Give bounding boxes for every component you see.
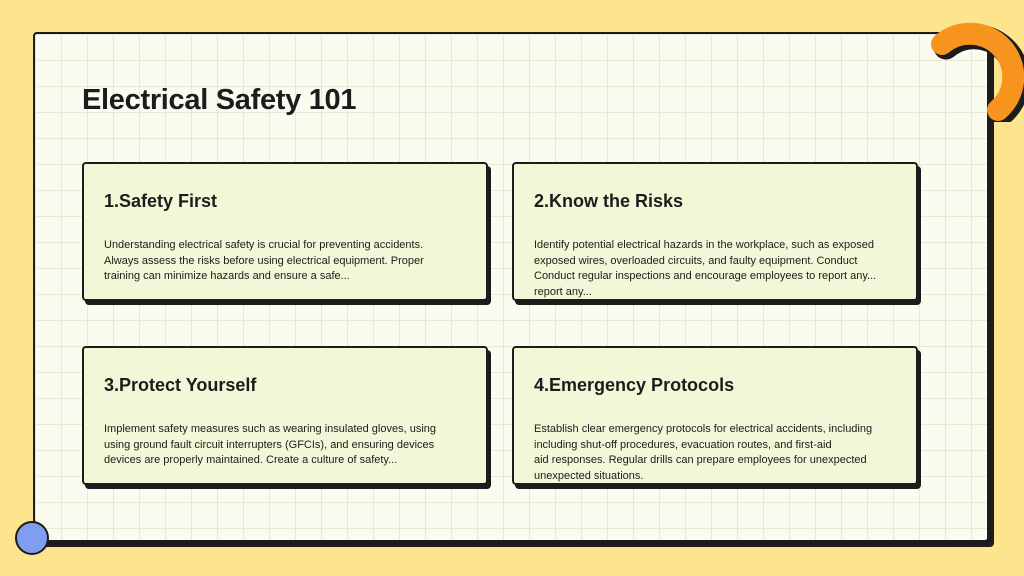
- page-title: Electrical Safety 101: [82, 84, 357, 116]
- card-emergency-protocols: [512, 346, 918, 485]
- card-title: 2.Know the Risks: [534, 191, 684, 211]
- card-title: 1.Safety First: [104, 191, 218, 211]
- card-body: Identify potential electrical hazards in the workplace, such as exposed exposed wires, overloaded circuits, and faulty equipment. Conduct Conduct regular inspections and encourage employees to report any... report any...: [534, 239, 877, 298]
- blue-circle-icon: [15, 521, 49, 555]
- card-safety-first: [82, 162, 488, 301]
- card-body: Establish clear emergency protocols for electrical accidents, including including shut-off procedures, evacuation routes, and first-aid aid responses. Regular drills can prepare employees for unexpected unexpected situations.: [534, 423, 873, 482]
- card-know-the-risks: [512, 162, 918, 301]
- card-title: 4.Emergency Protocols: [534, 375, 735, 395]
- card-protect-yourself: [82, 346, 488, 485]
- card-title: 3.Protect Yourself: [104, 375, 257, 395]
- card-body: Implement safety measures such as wearing insulated gloves, using using ground fault circuit interrupters (GFCIs), and ensuring devices devices are properly maintained. Create a culture of safety...: [104, 423, 437, 466]
- orange-arc-icon: [928, 18, 1024, 122]
- card-body: Understanding electrical safety is crucial for preventing accidents. Always assess the risks before using electrical equipment. Proper training can minimize hazards and ensure a safe...: [104, 239, 424, 282]
